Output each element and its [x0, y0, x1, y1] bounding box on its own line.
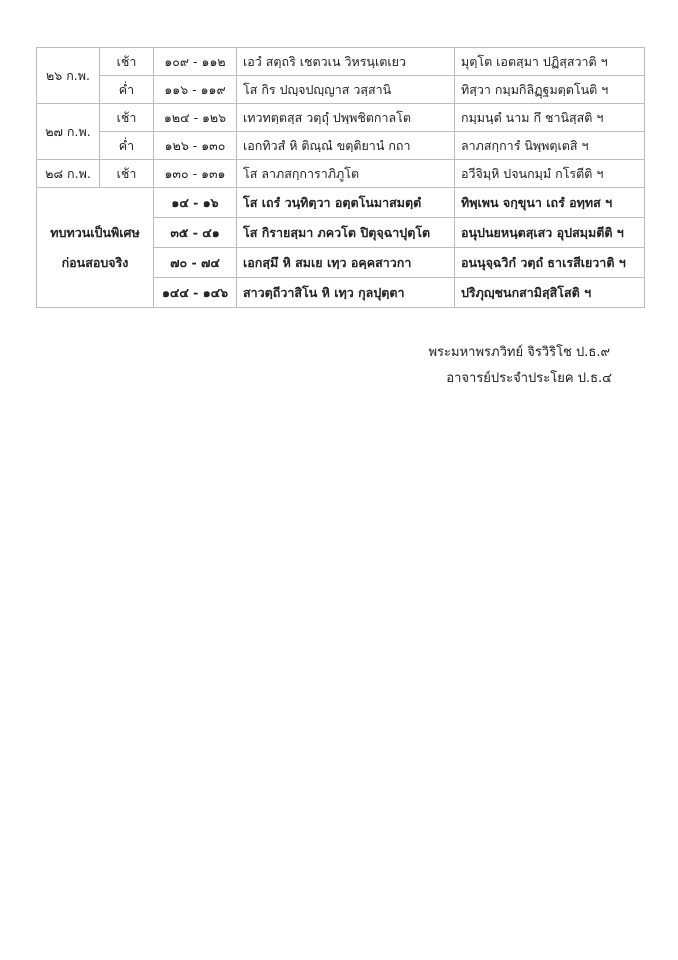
start-text-cell: โส เถรํ วนฺทิตฺวา อตฺตโนมาสมตฺตํ: [237, 188, 455, 218]
start-text-cell: เอกทิวสํ หิ ติณฺณํ ขตฺติยานํ กถา: [237, 132, 455, 160]
schedule-table: [36, 47, 645, 308]
end-text-cell: ลาภสกฺการํ นิพฺพตฺเตสิ ฯ: [455, 132, 645, 160]
special-review-label: [37, 188, 154, 308]
page-range-cell: ๑๔ - ๑๖: [154, 188, 237, 218]
signature-name: พระมหาพรภวิทย์ จิรวิริโช ป.ธ.๙: [428, 345, 610, 360]
table-row: [37, 104, 645, 132]
end-text-cell: ปริภุญฺชนกสามิสฺสิโสติ ฯ: [455, 278, 645, 308]
page-range-cell: ๗๐ - ๗๔: [154, 248, 237, 278]
page-range-cell: ๑๒๔ - ๑๒๖: [154, 104, 237, 132]
end-text-cell: อนุปนยหนฺตสฺเสว อุปสมฺมตีติ ฯ: [455, 218, 645, 248]
start-text-cell: สาวตฺถีวาสิโน หิ เทฺว กุลปุตฺตา: [237, 278, 455, 308]
page-range-cell: ๑๑๖ - ๑๑๙: [154, 76, 237, 104]
table-row: [37, 160, 645, 188]
end-text-cell: อนนุจฺฉวิกํ วตฺถํ ธาเรสีเยวาติ ฯ: [455, 248, 645, 278]
time-cell: ค่ำ: [100, 76, 154, 104]
page-range-cell: ๑๓๐ - ๑๓๑: [154, 160, 237, 188]
table-row: [37, 76, 645, 104]
date-cell: ๒๖ ก.พ.: [37, 48, 100, 104]
start-text-cell: เอวํ สตฺถริ เชตวเน วิหรนฺเตเยว: [237, 48, 455, 76]
page-range-cell: ๑๔๔ - ๑๔๖: [154, 278, 237, 308]
table-row: [37, 48, 645, 76]
time-cell: เช้า: [100, 104, 154, 132]
page-range-cell: ๑๒๖ - ๑๓๐: [154, 132, 237, 160]
end-text-cell: ทิสฺวา กมฺมกิลิฏฺฐมตฺตโนติ ฯ: [455, 76, 645, 104]
end-text-cell: ทิพฺเพน จกฺขุนา เถรํ อทฺทส ฯ: [455, 188, 645, 218]
page-range-cell: ๑๐๙ - ๑๑๒: [154, 48, 237, 76]
time-cell: เช้า: [100, 48, 154, 76]
end-text-cell: มุตฺโต เอตสฺมา ปฏิสฺสวาติ ฯ: [455, 48, 645, 76]
signature-title: อาจารย์ประจำประโยค ป.ธ.๔: [446, 371, 612, 386]
table-row: [37, 188, 645, 218]
end-text-cell: กมฺมนฺตํ นาม กึ ชานิสฺสติ ฯ: [455, 104, 645, 132]
start-text-cell: โส กิรายสฺมา ภควโต ปิตุจฺฉาปุตฺโต: [237, 218, 455, 248]
start-text-cell: โส กิร ปญฺจปญฺญาส วสฺสานิ: [237, 76, 455, 104]
start-text-cell: โส ลาภสกฺการาภิภูโต: [237, 160, 455, 188]
page-range-cell: ๓๕ - ๔๑: [154, 218, 237, 248]
special-review-label-line1: ทบทวนเป็นพิเศษ: [50, 224, 140, 240]
time-cell: เช้า: [100, 160, 154, 188]
start-text-cell: เทวทตฺตสฺส วตฺถุํ ปพฺพชิตกาลโต: [237, 104, 455, 132]
date-cell: ๒๘ ก.พ.: [37, 160, 100, 188]
start-text-cell: เอกสฺมึ หิ สมเย เทฺว อคฺคสาวกา: [237, 248, 455, 278]
time-cell: ค่ำ: [100, 132, 154, 160]
special-review-label-line2: ก่อนสอบจริง: [61, 254, 129, 270]
date-cell: ๒๗ ก.พ.: [37, 104, 100, 160]
table-row: [37, 132, 645, 160]
end-text-cell: อวีจิมฺหิ ปจนกมฺมํ กโรตีติ ฯ: [455, 160, 645, 188]
